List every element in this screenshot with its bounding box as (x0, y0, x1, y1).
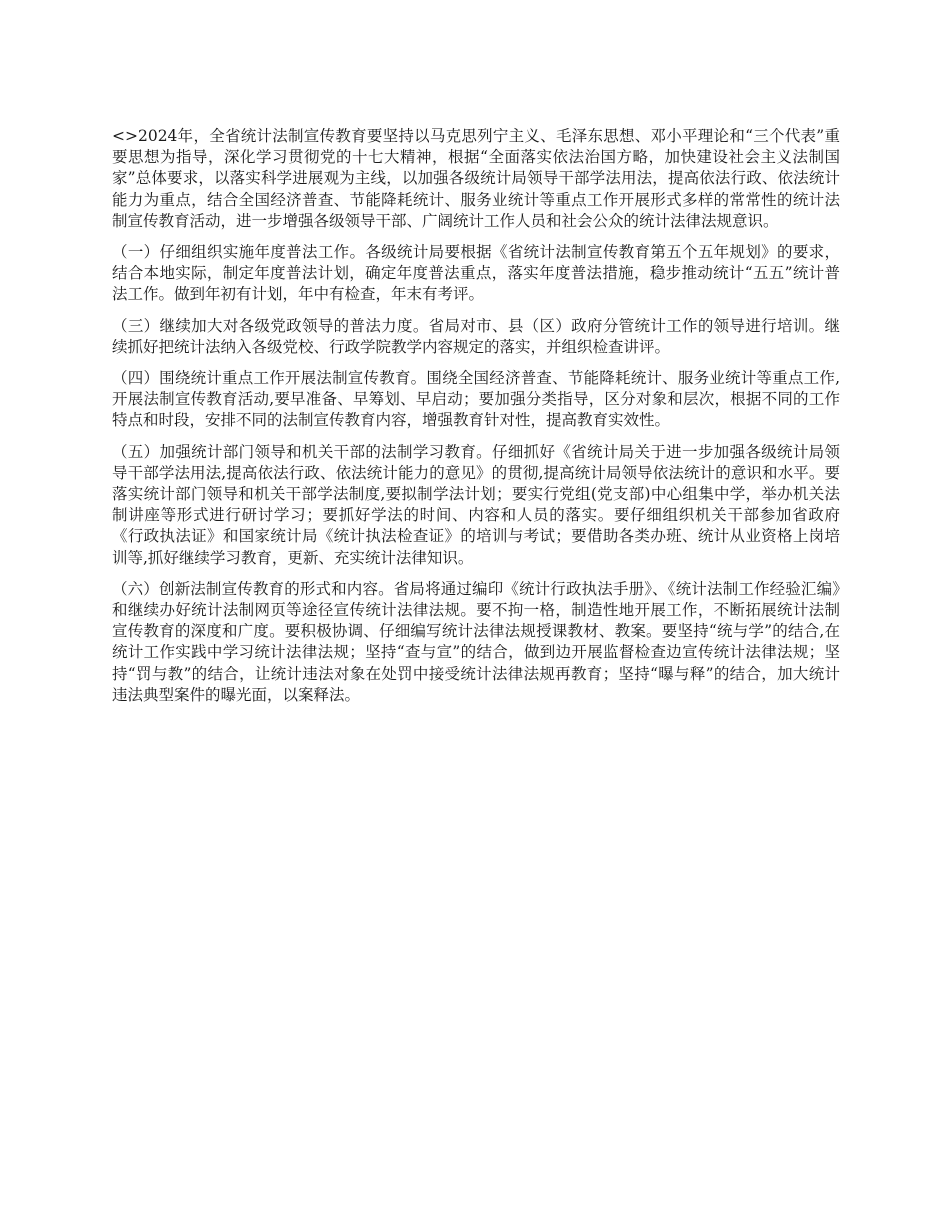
document-body (112, 126, 840, 716)
section-3-paragraph: （三）继续加大对各级党政领导的普法力度。省局对市、县（区）政府分管统计工作的领导进行培训。继续抓好把统计法纳入各级党校、行政学院教学内容规定的落实，并组织检查讲评。 (112, 316, 840, 356)
section-4-paragraph: （四）围绕统计重点工作开展法制宣传教育。围绕全国经济普查、节能降耗统计、服务业统计等重点工作,开展法制宣传教育活动,要早准备、早筹划、早启动；要加强分类指导，区分对象和层次，根据不同的工作特点和时段，安排不同的法制宣传教育内容，增强教育针对性，提高教育实效性。 (112, 369, 840, 430)
section-5-paragraph: （五）加强统计部门领导和机关干部的法制学习教育。仔细抓好《省统计局关于进一步加强各级统计局领导干部学法用法,提高依法行政、依法统计能力的意见》的贯彻,提高统计局领导依法统计的意识和水平。要落实统计部门领导和机关干部学法制度,要拟制学法计划；要实行党组(党支部)中心组集中学，举办机关法制讲座等形式进行研讨学习；要抓好学法的时间、内容和人员的落实。要仔细组织机关干部参加省政府《行政执法证》和国家统计局《统计执法检查证》的培训与考试；要借助各类办班、统计从业资格上岗培训等,抓好继续学习教育，更新、充实统计法律知识。 (112, 442, 840, 567)
section-6-paragraph: （六）创新法制宣传教育的形式和内容。省局将通过编印《统计行政执法手册》、《统计法制工作经验汇编》和继续办好统计法制网页等途径宣传统计法律法规。要不拘一格，制造性地开展工作，不断拓展统计法制宣传教育的深度和广度。要积极协调、仔细编写统计法律法规授课教材、教案。要坚持“统与学”的结合,在统计工作实践中学习统计法律法规；坚持“查与宣”的结合，做到边开展监督检查边宣传统计法律法规；坚持“罚与教”的结合，让统计违法对象在处罚中接受统计法律法规再教育；坚持“曝与释”的结合，加大统计违法典型案件的曝光面，以案释法。 (112, 579, 840, 704)
section-1-paragraph: （一）仔细组织实施年度普法工作。各级统计局要根据《省统计法制宣传教育第五个五年规划》的要求，结合本地实际，制定年度普法计划，确定年度普法重点，落实年度普法措施，稳步推动统计“五五”统计普法工作。做到年初有计划，年中有检查，年末有考评。 (112, 243, 840, 304)
intro-paragraph: <>2024年，全省统计法制宣传教育要坚持以马克思列宁主义、毛泽东思想、邓小平理论和“三个代表”重要思想为指导，深化学习贯彻党的十七大精神，根据“全面落实依法治国方略，加快建设社会主义法制国家”总体要求，以落实科学进展观为主线，以加强各级统计局领导干部学法用法，提高依法行政、依法统计能力为重点，结合全国经济普查、节能降耗统计、服务业统计等重点工作开展形式多样的常常性的统计法制宣传教育活动，进一步增强各级领导干部、广阔统计工作人员和社会公众的统计法律法规意识。 (112, 127, 840, 230)
